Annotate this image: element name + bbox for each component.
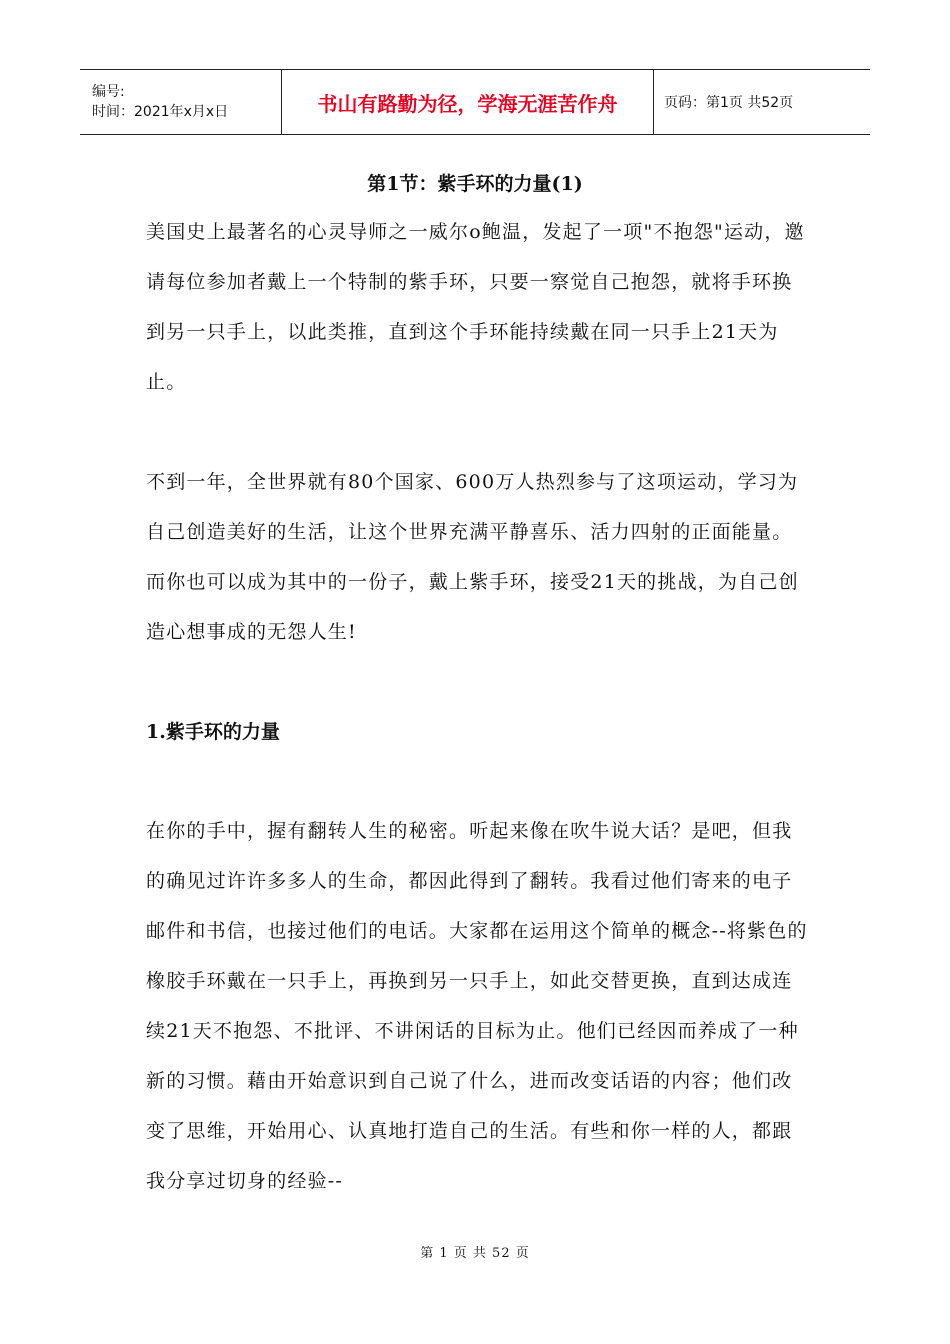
header-page-info: 页码：第1页 共52页 (664, 95, 794, 111)
header-meta (80, 70, 282, 134)
page-title: 第1节：紫手环的力量(1) (367, 173, 583, 195)
page-footer: 第 1 页 共 52 页 (420, 1246, 530, 1261)
section-heading: 1.紫手环的力量 (146, 721, 280, 743)
paragraph-intro: 美国史上最著名的心灵导师之一威尔o鲍温，发起了一项"不抱怨"运动，邀请每位参加者戴上一个特制的紫手环，只要一察觉自己抱怨，就将手环换到另一只手上，以此类推，直到这个手环能持续戴在同一只手上21天为止。 (146, 221, 805, 393)
paragraph-section-body: 在你的手中，握有翻转人生的秘密。听起来像在吹牛说大话？是吧，但我的确见过许许多多人的生命，都因此得到了翻转。我看过他们寄来的电子邮件和书信，也接过他们的电话。大家都在运用这个简单的概念--将紫色的橡胶手环戴在一只手上，再换到另一只手上，如此交替更换，直到达成连续21天不抱怨、不批评、不讲闲话的目标为止。他们已经因而养成了一种新的习惯。藉由开始意识到自己说了什么，进而改变话语的内容；他们改变了思维，开始用心、认真地打造自己的生活。有些和你一样的人，都跟我分享过切身的经验-- (146, 820, 808, 1192)
paragraph-movement: 不到一年，全世界就有80个国家、600万人热烈参与了这项运动，学习为自己创造美好的生活，让这个世界充满平静喜乐、活力四射的正面能量。而你也可以成为其中的一份子，戴上紫手环，接受21天的挑战，为自己创造心想事成的无怨人生! (146, 471, 799, 643)
header-motto-cell (282, 70, 654, 134)
page-header (80, 69, 870, 135)
header-motto: 书山有路勤为径，学海无涯苦作舟 (317, 91, 618, 116)
document-time-label: 时间：2021年x月x日 (92, 104, 229, 120)
document-number-label: 编号: (92, 84, 125, 100)
header-page-cell (654, 70, 870, 134)
